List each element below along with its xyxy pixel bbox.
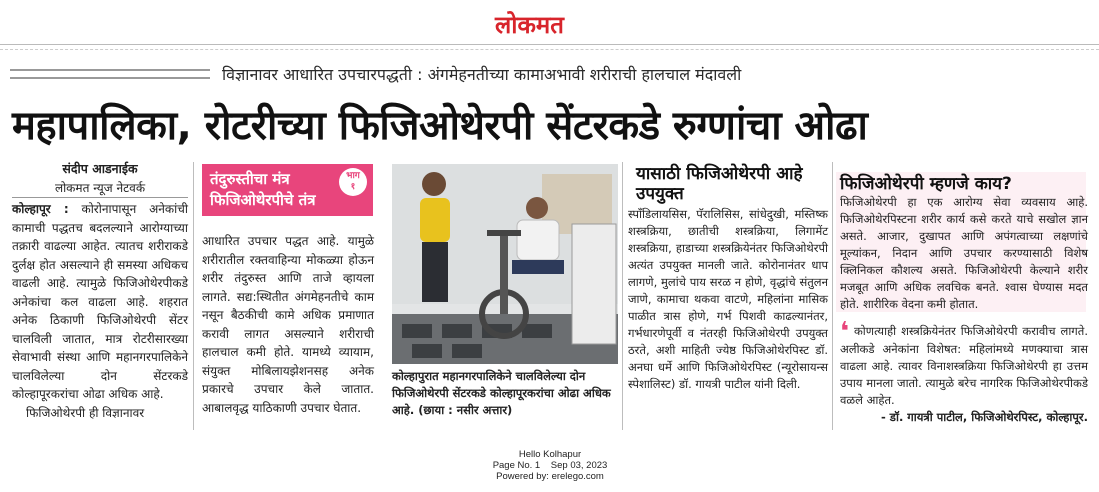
masthead: [0, 0, 1099, 46]
quote-paragraph: [840, 317, 1088, 409]
top-rule: [0, 44, 1099, 45]
col1-text: कोरोनापासून अनेकांची कामाची पद्धतच बदलल्याने आरोग्याच्या तक्रारी वाढल्या आहेत. त्यातच शरीराकडे दुर्लक्ष होत असल्याने ही समस्या अधिकच वाढली आहे. त्यामुळे फिजिओथेरपीकडे अनेकांचा कल वाढला आहे. शहरात अनेक ठिकाणी फिजिओथेरपी सेंटर चालविली जातात, मात्र रोटरीसारख्या सेवाभावी संस्था आणि महानगरपालिकेने चालविलेल्या दोन सेंटरकडे कोल्हापूरकरांचा ओढा अधिक आहे.: [12, 202, 188, 401]
kicker-text: विज्ञानावर आधारित उपचारपद्धती : अंगमेहनतीच्या कामाअभावी शरीराची हालचाल मंदावली: [222, 65, 742, 84]
footer-page-date: Page No. 1 Sep 03, 2023: [492, 460, 608, 471]
column-divider: [193, 162, 194, 430]
series-box: [202, 164, 373, 216]
headline: महापालिका, रोटरीच्या फिजिओथेरपी सेंटरकडे रुग्णांचा ओढा: [12, 103, 868, 149]
kicker-row: [10, 56, 1090, 92]
kicker-bars: [10, 69, 210, 79]
column-4: [628, 164, 828, 393]
quote-text: कोणत्याही शस्त्रक्रियेनंतर फिजिओथेरपी करावीच लागते. अलीकडे अनेकांना विशेषत: महिलांमध्ये मणक्याचा त्रास वाढला आहे. त्यावर विनाशस्त्रक्रिया फिजिओथेरपी हा उत्तम उपाय मानला जातो. त्यामुळे बरेच नागरिक फिजिओथेरपीकडे वळले आहेत.: [840, 324, 1088, 407]
footer-edition: Hello Kolhapur: [518, 449, 582, 460]
page-footer: [440, 449, 660, 482]
article-photo[interactable]: [392, 164, 618, 364]
byline-name: संदीप आडनाईक: [62, 161, 138, 176]
dateline: कोल्हापूर :: [12, 202, 69, 216]
column-5: [840, 174, 1088, 426]
column-2: [202, 232, 374, 417]
photo-caption: कोल्हापुरात महानगरपालिकेने चालविलेल्या दोन फिजिओथेरपी सेंटरकडे कोल्हापूरकरांचा ओढा अधिक आहे. (छाया : नसीर अत्तार): [392, 369, 611, 417]
col1-paragraph-2: फिजिओथेरपी ही विज्ञानावर: [26, 405, 145, 420]
col1-paragraph: [12, 200, 188, 404]
part-badge: [339, 168, 367, 196]
spacer: [840, 313, 1088, 323]
physiotherapy-photo-icon: [392, 164, 618, 364]
col4-subhead: यासाठी फिजिओथेरपी आहे उपयुक्त: [636, 164, 803, 204]
newspaper-logo[interactable]: लोकमत: [495, 10, 564, 39]
column-1: [12, 160, 188, 422]
byline-agency: लोकमत न्यूज नेटवर्क: [12, 179, 188, 199]
badge-label: भाग: [346, 171, 360, 181]
quote-mark-icon: ❛: [840, 317, 850, 347]
col5-subhead: फिजिओथेरपी म्हणजे काय?: [840, 174, 1012, 194]
badge-number: १: [350, 182, 356, 192]
series-line-2: फिजिओथेरपीचे तंत्र: [210, 191, 316, 209]
quote-author: - डॉ. गायत्री पाटील, फिजिओथेरपिस्ट, कोल्हापूर.: [881, 410, 1088, 424]
col4-text: स्पॉंडिलायसिस, पॅरालिसिस, सांधेदुखी, मस्तिष्क शस्त्रक्रिया, छातीची शस्त्रक्रिया, लिगामेंट शस्त्रक्रिया, हाडाच्या शस्त्रक्रियेनंतर फिजिओथेरपी अत्यंत उपयुक्त मानली जाते. कोरोनानंतर धाप लागणे, मुलांचे पाय सरळ न होणे, वृद्धांचे संतुलन जाणे, कामाचा थकवा वाटणे, महिलांना मासिक पाळीत त्रास होणे, गर्भ पिशवी काढल्यानंतर, गर्भधारणेपूर्वी व नंतरही फिजिओथेरपी उपयुक्त ठरते, अशी माहिती ज्येष्ठ फिजिओथेरपिस्ट डॉ. अनघा धर्मे आणि फिजिओथेरपिस्ट (न्यूरोसायन्स स्पेशालिस्ट) डॉ. गायत्री पाटील यांनी दिली.: [628, 207, 828, 391]
column-divider: [622, 162, 623, 430]
col5-text: फिजिओथेरपी हा एक आरोग्य सेवा व्यवसाय आहे. फिजिओथेरपिस्टना शरीर कार्य कसे करते याचे सखोल ज्ञान असते. आजार, दुखापत आणि अपंगत्वाच्या लक्षणांचे मूल्यांकन, निदान आणि उपचार करण्यासाठी विशेष क्लिनिकल कौशल्य असते. फिजिओथेरपी केल्याने शरीर मजबूत आणि अधिक लवचिक बनते. श्वास घेण्यास मदत होते. शारीरिक वेदना कमी होतात.: [840, 195, 1088, 311]
col2-text: आधारित उपचार पद्धत आहे. यामुळे शरीरातील रक्तवाहिन्या मोकळ्या होऊन शरीर तंदुरुस्त आणि ताजे व्हायला लागते. सद्य:स्थितीत अंगमेहनतीचे काम नसून बैठकीची कामे अधिक प्रमाणात करावी लागत असल्याने शरीराची हालचाल कमी होते. यामध्ये व्यायाम, संयुक्त मोबिलायझेशनसह अनेक प्रकारचे उपचार केले जातात. आबालवृद्ध याठिकाणी उपचार घेतात.: [202, 234, 374, 415]
footer-powered-by[interactable]: Powered by: erelego.com: [496, 471, 604, 482]
top-rule-dashed: [0, 46, 1099, 50]
column-divider: [832, 162, 833, 430]
series-line-1: तंदुरुस्तीचा मंत्र: [210, 170, 290, 188]
